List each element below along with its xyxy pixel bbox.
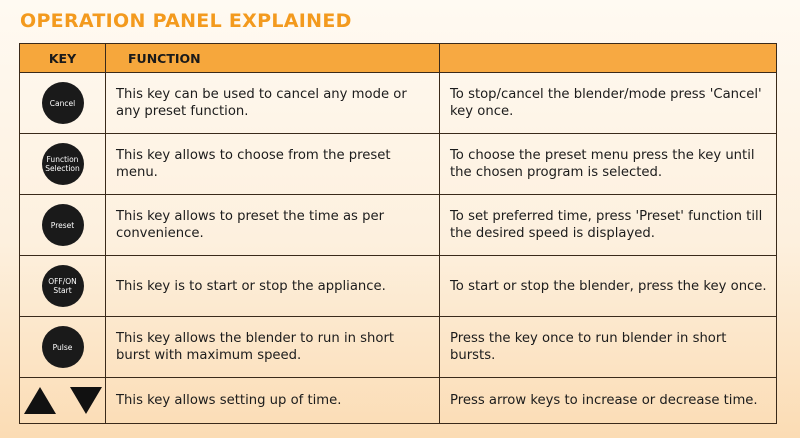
- description-cell: To set preferred time, press 'Preset' function till the desired speed is displayed.: [440, 195, 777, 256]
- function-cell: This key allows to choose from the preset menu.: [106, 134, 440, 195]
- down-arrow-icon: [70, 387, 102, 414]
- table-row: [20, 134, 777, 195]
- page-title: OPERATION PANEL EXPLAINED: [20, 10, 352, 32]
- header-key: KEY: [20, 44, 106, 73]
- function-cell: This key allows to preset the time as per convenience.: [106, 195, 440, 256]
- arrow-keys: [20, 387, 105, 414]
- description-cell: To choose the preset menu press the key until the chosen program is selected.: [440, 134, 777, 195]
- function-selection-key-label-line1: Function: [46, 155, 79, 164]
- preset-key-button: [42, 204, 84, 246]
- header-description: [440, 44, 777, 73]
- table-row: [20, 317, 777, 378]
- function-selection-key-label-line2: Selection: [45, 164, 80, 173]
- off-on-key-label-line1: OFF/ON: [48, 277, 77, 286]
- pulse-key-button: [42, 326, 84, 368]
- description-cell: To stop/cancel the blender/mode press 'Cancel' key once.: [440, 73, 777, 134]
- table-row: [20, 73, 777, 134]
- operation-table: [19, 43, 777, 424]
- up-arrow-icon: [24, 387, 56, 414]
- off-on-start-key-button: [42, 265, 84, 307]
- function-selection-key-button: [42, 143, 84, 185]
- header-function: FUNCTION: [106, 44, 440, 73]
- description-cell: Press arrow keys to increase or decrease time.: [440, 378, 777, 424]
- table-header-row: [20, 44, 777, 73]
- cancel-key-button: [42, 82, 84, 124]
- description-cell: Press the key once to run blender in short bursts.: [440, 317, 777, 378]
- function-cell: This key can be used to cancel any mode or any preset function.: [106, 73, 440, 134]
- off-on-key-label-line2: Start: [53, 286, 72, 295]
- table-row: [20, 378, 777, 424]
- table-row: [20, 256, 777, 317]
- preset-key-label: Preset: [50, 220, 75, 230]
- description-cell: To start or stop the blender, press the key once.: [440, 256, 777, 317]
- table-row: [20, 195, 777, 256]
- function-cell: This key allows the blender to run in short burst with maximum speed.: [106, 317, 440, 378]
- cancel-key-label: Cancel: [49, 98, 76, 108]
- function-cell: This key is to start or stop the appliance.: [106, 256, 440, 317]
- function-cell: This key allows setting up of time.: [106, 378, 440, 424]
- pulse-key-label: Pulse: [52, 342, 73, 352]
